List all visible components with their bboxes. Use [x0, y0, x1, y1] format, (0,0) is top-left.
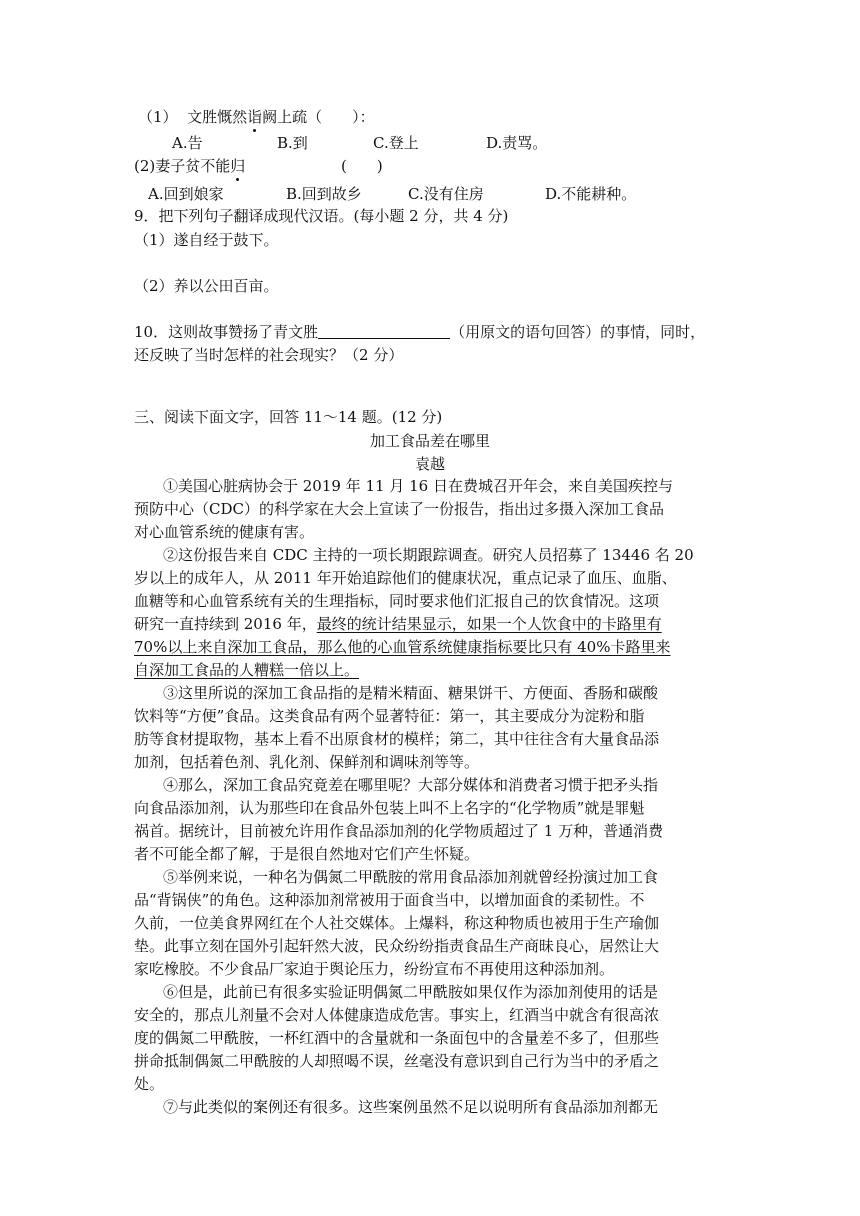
p2-line-4 — [134, 613, 662, 635]
article-author: 袁越 — [414, 455, 445, 473]
article-title: 加工食品差在哪里 — [369, 432, 490, 450]
q8-part1 — [138, 106, 375, 128]
p2-underlined-line-6: 自深加工食品的人糟糕一倍以上。 — [134, 661, 360, 679]
p3-line-4: 加剂，包括着色剂、乳化剂、保鲜剂和调味剂等等。 — [134, 753, 480, 771]
p3-line-2: 饮料等“方便”食品。这类食品有两个显著特征：第一，其主要成分为淀粉和脂 — [134, 707, 645, 725]
q8-part1-dotted-word: 诣 — [247, 108, 263, 126]
section3-heading: 三、阅读下面文字，回答 11～14 题。(12 分) — [134, 408, 443, 426]
p6-line-4: 拼命抵制偶氮二甲酰胺的人却照喝不误，丝毫没有意识到自己行为当中的矛盾之 — [134, 1052, 660, 1070]
q8-part2-dotted-word: 归 — [230, 157, 246, 175]
q9-title: 9．把下列句子翻译成现代汉语。(每小题 2 分，共 4 分) — [134, 207, 509, 225]
p6-line-3: 度的偶氮二甲酰胺，一杯红酒中的含量就和一条面包中的含量差不多了，但那些 — [134, 1029, 660, 1047]
q10-line-1 — [134, 321, 705, 343]
p6-line-5: 处。 — [134, 1075, 165, 1093]
p2-line-2: 岁以上的成年人，从 2011 年开始追踪他们的健康状况，重点记录了血压、血脂、 — [134, 569, 677, 587]
q8-part2-option-d: D.不能耕种。 — [545, 185, 637, 203]
q8-part2-sentence-pre: (2)妻子贫不能 — [134, 157, 231, 175]
p5-line-5: 家吃橡胶。不少食品厂家迫于舆论压力，纷纷宣布不再使用这种添加剂。 — [134, 960, 615, 978]
q8-part2-option-a: A.回到娘家 — [148, 185, 224, 203]
q8-part1-number: （1） — [138, 108, 178, 126]
q8-part1-option-b: B.到 — [277, 134, 308, 152]
q9-sentence-2: （2）养以公田百亩。 — [134, 277, 279, 295]
p7-line-1: ⑦与此类似的案例还有很多。这些案例虽然不足以说明所有食品添加剂都无 — [163, 1098, 659, 1116]
p3-line-1: ③这里所说的深加工食品指的是精米精面、糖果饼干、方便面、香肠和碳酸 — [163, 684, 659, 702]
p1-line-2: 预防中心（CDC）的科学家在大会上宣读了一份报告，指出过多摄入深加工食品 — [134, 500, 664, 518]
q10-answer-blank[interactable] — [318, 322, 450, 339]
q9-sentence-1: （1）遂自经于鼓下。 — [134, 231, 279, 249]
p2-underlined-sentence-start: 最终的统计结果显示，如果一个人饮食中的卡路里有 — [316, 615, 662, 633]
q8-part2-option-b: B.回到故乡 — [286, 185, 362, 203]
p5-line-2: 品“背锅侠”的角色。这种添加剂常被用于面食当中，以增加面食的柔韧性。不 — [134, 891, 645, 909]
p6-line-1: ⑥但是，此前已有很多实验证明偶氮二甲酰胺如果仅作为添加剂使用的话是 — [163, 983, 659, 1001]
q8-part1-sentence-pre: 文胜慨然 — [187, 108, 248, 126]
p5-line-1: ⑤举例来说，一种名为偶氮二甲酰胺的常用食品添加剂就曾经扮演过加工食 — [163, 868, 659, 886]
q8-part2-option-c: C.没有住房 — [408, 185, 484, 203]
q8-part1-option-c: C.登上 — [373, 134, 419, 152]
p5-line-3: 久前，一位美食界网红在个人社交媒体。上爆料，称这种物质也被用于生产瑜伽 — [134, 914, 660, 932]
p2-line-3: 血糖等和心血管系统有关的生理指标，同时要求他们汇报自己的饮食情况。这项 — [134, 592, 660, 610]
p2-line-1: ②这份报告来自 CDC 主持的一项长期跟踪调查。研究人员招募了 13446 名 20 — [163, 546, 694, 564]
p4-line-3: 祸首。据统计，目前被允许用作食品添加剂的化学物质超过了 1 万种，普通消费 — [134, 822, 664, 840]
p1-line-1: ①美国心脏病协会于 2019 年 11 月 16 日在费城召开年会，来自美国疾控与 — [163, 477, 673, 495]
q10-line-2: 还反映了当时怎样的社会现实？（2 分） — [134, 346, 404, 364]
q8-part1-sentence-post: 阙上疏（ ）： — [262, 108, 375, 126]
q10-text-pre: 10．这则故事赞扬了青文胜 — [134, 323, 319, 341]
q8-part2 — [134, 155, 245, 177]
q8-part1-option-d: D.责骂。 — [486, 134, 548, 152]
p3-line-3: 肪等食材提取物，基本上看不出原食材的模样；第二，其中往往含有大量食品添 — [134, 730, 660, 748]
p4-line-1: ④那么，深加工食品究竟差在哪里呢？大部分媒体和消费者习惯于把矛头指 — [163, 776, 659, 794]
p6-line-2: 安全的，那点儿剂量不会对人体健康造成危害。事实上，红酒当中就含有很高浓 — [134, 1006, 660, 1024]
q8-part2-answer-paren: ( ) — [341, 157, 383, 175]
p4-line-2: 向食品添加剂，认为那些印在食品外包装上叫不上名字的“化学物质”就是罪魁 — [134, 799, 645, 817]
q8-part1-option-a: A.告 — [172, 134, 203, 152]
p4-line-4: 者不可能全都了解，于是很自然地对它们产生怀疑。 — [134, 845, 480, 863]
q10-text-post: （用原文的语句回答）的事情，同时， — [450, 323, 706, 341]
p1-line-3: 对心血管系统的健康有害。 — [134, 523, 315, 541]
p2-underlined-line-5: 70%以上来自深加工食品，那么他的心血管系统健康指标要比只有 40%卡路里来 — [134, 638, 671, 656]
p5-line-4: 垫。此事立刻在国外引起轩然大波，民众纷纷指责食品生产商昧良心，居然让大 — [134, 937, 660, 955]
p2-line-4-plain: 研究一直持续到 2016 年， — [134, 615, 317, 633]
